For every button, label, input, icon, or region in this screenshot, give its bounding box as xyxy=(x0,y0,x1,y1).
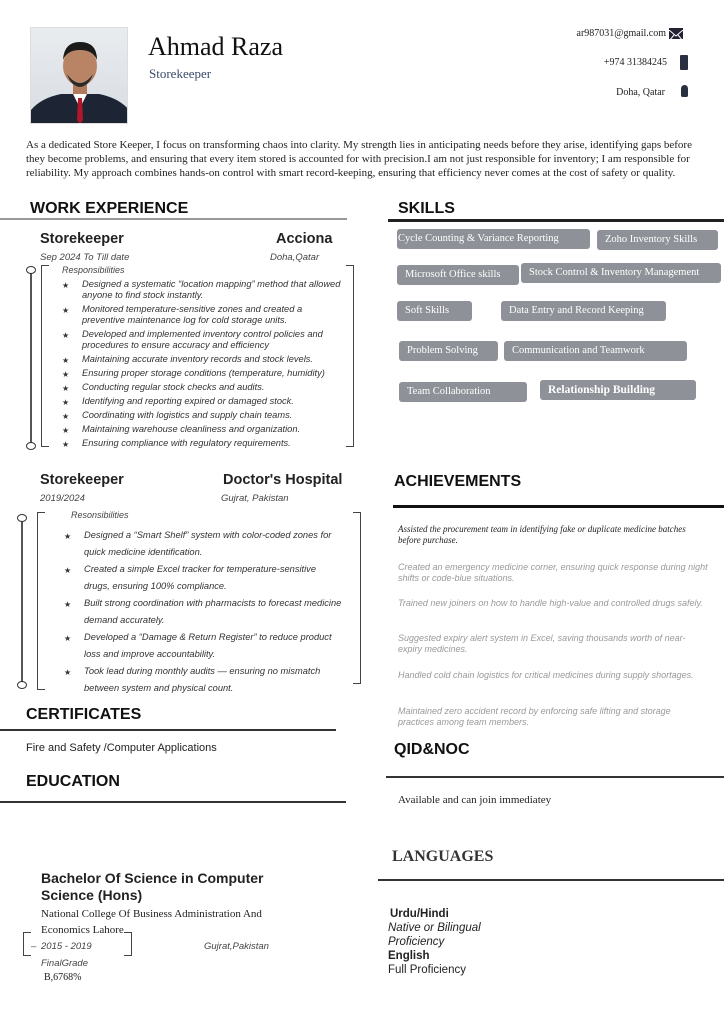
timeline-line xyxy=(30,270,32,446)
education-dates: 2015 - 2019 xyxy=(41,941,92,952)
responsibility-item: ★ Created a simple Excel tracker for temperature-sensitive drugs, ensuring 100% compliance. xyxy=(64,561,344,595)
timeline-line xyxy=(21,518,23,685)
skill-tag: Zoho Inventory Skills xyxy=(597,230,718,250)
email-icon xyxy=(669,28,683,39)
qid-heading: QID&NOC xyxy=(394,741,470,758)
responsibility-item: ★ Ensuring proper storage conditions (temperature, humidity) xyxy=(62,368,342,379)
achievement-item: Handled cold chain logistics for critical medicines during supply shortages. xyxy=(398,670,694,680)
education-location: Gujrat,Pakistan xyxy=(204,941,269,952)
languages-list xyxy=(388,907,498,977)
responsibility-item: ★ Identifying and reporting expired or damaged stock. xyxy=(62,396,342,407)
bracket-right xyxy=(353,512,361,684)
responsibility-item: ★ Took lead during monthly audits — ensuring no mismatch between system and physical count. xyxy=(64,663,344,697)
skill-tag: Cycle Counting & Variance Reporting xyxy=(397,229,590,249)
timeline-dot xyxy=(17,514,27,522)
job-dates: 2019/2024 xyxy=(40,493,85,504)
certificates-text: Fire and Safety /Computer Applications xyxy=(26,742,217,754)
achievement-item: Trained new joiners on how to handle high-value and controlled drugs safely. xyxy=(398,598,703,608)
achievement-item: Suggested expiry alert system in Excel, saving thousands worth of near-expiry medicines. xyxy=(398,633,686,654)
skill-tag: Microsoft Office skills xyxy=(397,265,519,285)
timeline-dot xyxy=(26,266,36,274)
grade: B,6768% xyxy=(44,972,82,983)
bracket-left xyxy=(37,512,45,690)
education-dates-dash: – xyxy=(31,941,37,952)
skill-tag: Problem Solving xyxy=(399,341,498,361)
divider xyxy=(393,505,724,508)
profile-photo xyxy=(30,27,128,124)
skills-heading: SKILLS xyxy=(398,200,455,217)
responsibility-item: ★ Designed a “Smart Shelf” system with color-coded zones for quick medicine identification. xyxy=(64,527,344,561)
skill-tag: Stock Control & Inventory Management xyxy=(521,263,721,283)
bracket-left xyxy=(41,265,49,447)
responsibility-item: ★ Designed a systematic “location mapping” method that allowed anyone to find stock instantly. xyxy=(62,279,342,301)
responsibility-item: ★ Maintaining warehouse cleanliness and organization. xyxy=(62,424,342,435)
certificates-heading: CERTIFICATES xyxy=(26,706,142,723)
responsibility-item: ★ Conducting regular stock checks and audits. xyxy=(62,382,342,393)
bracket-right xyxy=(124,932,132,956)
divider xyxy=(386,776,724,778)
timeline-dot xyxy=(26,442,36,450)
bracket-right xyxy=(346,265,354,447)
responsibility-item: ★ Developed a “Damage & Return Register” to reduce product loss and improve accountability. xyxy=(64,629,344,663)
responsibility-item: ★ Maintaining accurate inventory records and stock levels. xyxy=(62,354,342,365)
degree: Bachelor Of Science in Computer Science (Hons) xyxy=(41,870,264,903)
responsibility-item: ★ Ensuring compliance with regulatory requirements. xyxy=(62,438,342,449)
responsibility-item: ★ Built strong coordination with pharmacists to forecast medicine demand accurately. xyxy=(64,595,344,629)
responsibilities-label: Resonsibilities xyxy=(71,510,129,520)
education-heading: EDUCATION xyxy=(26,773,120,790)
divider xyxy=(378,879,724,881)
achievements-heading: ACHIEVEMENTS xyxy=(394,473,522,490)
location-text: Doha, Qatar xyxy=(616,87,665,98)
phone-icon xyxy=(680,55,688,70)
responsibility-item: ★ Developed and implemented inventory control policies and procedures to ensure accuracy and efficiency xyxy=(62,329,342,351)
school: National College Of Business Administration And Economics Lahore xyxy=(41,908,262,936)
job-location: Gujrat, Pakistan xyxy=(221,493,289,504)
language-name: Urdu/Hindi xyxy=(390,908,449,920)
candidate-name: Ahmad Raza xyxy=(148,32,284,61)
skill-tag: Relationship Building xyxy=(540,380,696,400)
job-company: Acciona xyxy=(276,231,333,247)
divider xyxy=(388,219,724,222)
phone-text: +974 31384245 xyxy=(603,57,667,68)
divider xyxy=(0,801,346,803)
grade-label: FinalGrade xyxy=(41,958,88,969)
job-title: Storekeeper xyxy=(40,231,124,247)
skill-tag: Data Entry and Record Keeping xyxy=(501,301,666,321)
languages-heading: LANGUAGES xyxy=(392,848,494,865)
language-name: English xyxy=(388,950,430,962)
job-dates: Sep 2024 To Till date xyxy=(40,252,130,263)
language-level: Native or Bilingual Proficiency xyxy=(388,922,481,948)
job-company: Doctor's Hospital xyxy=(223,472,343,488)
divider xyxy=(0,729,336,731)
skill-tag: Communication and Teamwork xyxy=(504,341,687,361)
responsibility-item: ★ Monitored temperature-sensitive zones and created a preventive maintenance log for cold storage units. xyxy=(62,304,342,326)
responsibility-item: ★ Coordinating with logistics and supply chain teams. xyxy=(62,410,342,421)
skill-tag: Team Collaboration xyxy=(399,382,527,402)
language-level: Full Proficiency xyxy=(388,964,466,976)
bracket-left xyxy=(23,932,31,956)
responsibilities-label: Responsibilities xyxy=(62,265,125,275)
timeline-dot xyxy=(17,681,27,689)
email-text[interactable]: ar987031@gmail.com xyxy=(576,28,666,39)
achievement-item: Created an emergency medicine corner, ensuring quick response during night shifts or code-blue situations. xyxy=(398,562,708,583)
work-experience-heading: WORK EXPERIENCE xyxy=(30,200,189,217)
summary: As a dedicated Store Keeper, I focus on transforming chaos into clarity. My strength lies in anticipating needs before they arise, identifying gaps before they become problems, and ensuring that every item stored is accounted for with precision.I am not just responsible for inventory; I am responsible for reliability. My approach combines hands-on control with smart record-keeping, ensuring that efficiency never comes at the cost of safety or quality. xyxy=(26,139,692,179)
location-pin-icon xyxy=(681,85,688,97)
job-title: Storekeeper xyxy=(40,472,124,488)
achievement-item: Maintained zero accident record by enforcing safe lifting and storage practices among team members. xyxy=(398,706,671,727)
responsibilities-list xyxy=(64,527,344,697)
qid-text: Available and can join immediatey xyxy=(398,794,552,806)
divider xyxy=(0,218,347,220)
job-location: Doha,Qatar xyxy=(270,252,320,263)
achievement-item: Assisted the procurement team in identifying fake or duplicate medicine batches before purchase. xyxy=(398,524,686,545)
skill-tag: Soft Skills xyxy=(397,301,472,321)
responsibilities-list xyxy=(62,279,342,452)
candidate-title: Storekeeper xyxy=(149,66,212,81)
